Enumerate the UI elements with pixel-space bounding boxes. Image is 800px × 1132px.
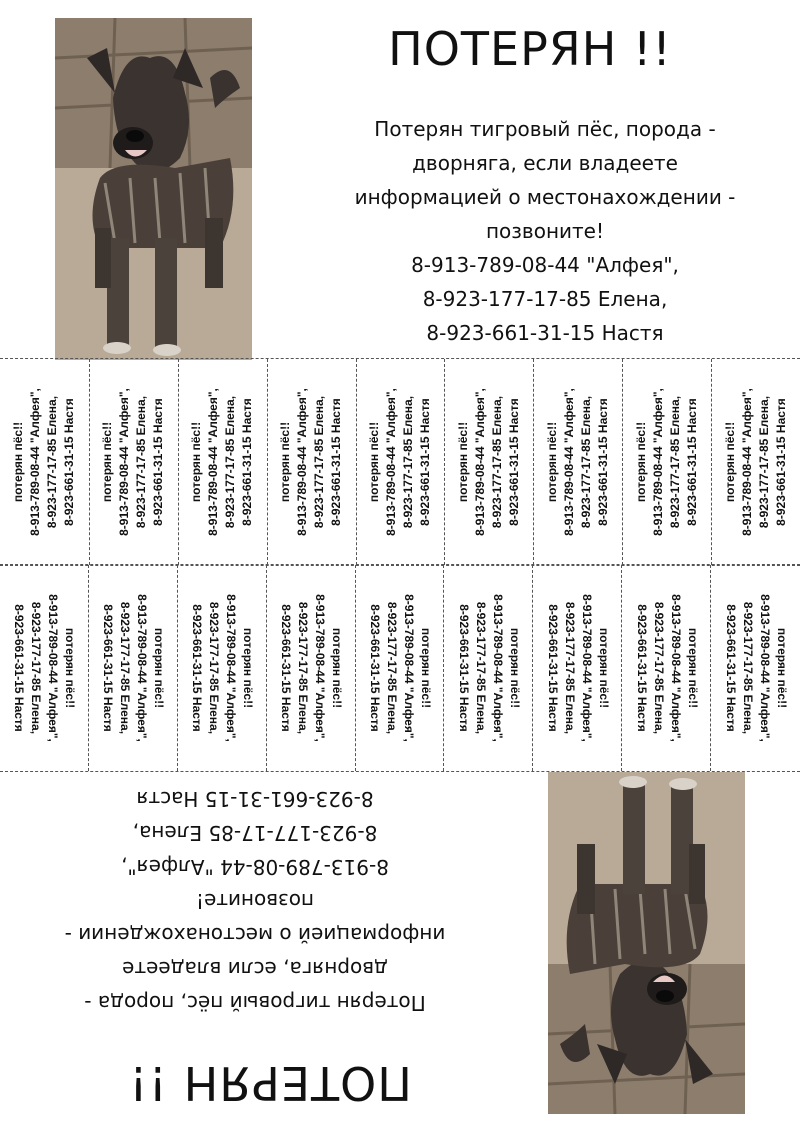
tab-phone-line: 8-923-177-17-85 Елена, [207, 601, 222, 735]
description-line: позвоните! [485, 219, 605, 243]
tear-off-tab-text [277, 573, 345, 763]
tab-phone-line: 8-923-177-17-85 Елена, [578, 395, 593, 529]
tear-off-tab-text [188, 573, 256, 763]
phone-alfeya: 8-913-789-08-44 "Алфея", [121, 855, 389, 879]
tear-off-tab-text [99, 573, 167, 763]
tear-off-tab-text [455, 573, 523, 763]
tear-off-tab[interactable] [532, 565, 622, 771]
tab-phone-line: 8-923-177-17-85 Елена, [651, 601, 666, 735]
tab-phone-line: 8-913-789-08-44 "Алфея", [668, 594, 683, 742]
tab-phone-line: 8-923-661-31-15 Настя [456, 604, 471, 732]
tab-phone-line: 8-923-177-17-85 Елена, [312, 395, 327, 529]
tab-phone-line: 8-923-661-31-15 Настя [417, 398, 432, 526]
tab-heading: потерян пёс!! [189, 421, 204, 503]
tab-heading: потерян пёс!! [596, 627, 611, 709]
tab-phone-line: 8-923-661-31-15 Настя [723, 604, 738, 732]
tab-phone-line: 8-923-177-17-85 Елена, [756, 395, 771, 529]
tab-phone-line: 8-923-177-17-85 Елена, [134, 395, 149, 529]
tab-heading: потерян пёс!! [455, 421, 470, 503]
tab-phone-line: 8-913-789-08-44 "Алфея", [757, 594, 772, 742]
tear-off-tab-text [544, 573, 612, 763]
tab-heading: потерян пёс!! [63, 627, 78, 709]
phone-nastya: 8-923-661-31-15 Настя [426, 321, 664, 345]
tab-phone-line: 8-923-661-31-15 Настя [190, 604, 205, 732]
description-line: дворняга, если владеете [412, 151, 678, 175]
tear-off-tab-text [366, 573, 434, 763]
tab-phone-line: 8-913-789-08-44 "Алфея", [224, 594, 239, 742]
tab-phone-line: 8-913-789-08-44 "Алфея", [402, 594, 417, 742]
tab-phone-line: 8-923-177-17-85 Елена, [489, 395, 504, 529]
tab-phone-line: 8-923-661-31-15 Настя [101, 604, 116, 732]
tab-phone-line: 8-913-789-08-44 "Алфея", [650, 388, 665, 536]
tab-phone-line: 8-923-177-17-85 Елена, [473, 601, 488, 735]
tear-off-row-bottom [0, 564, 800, 772]
tab-heading: потерян пёс!! [278, 421, 293, 503]
tab-phone-line: 8-913-789-08-44 "Алфея", [46, 594, 61, 742]
tab-phone-line: 8-913-789-08-44 "Алфея", [561, 388, 576, 536]
tear-off-tab[interactable] [710, 565, 800, 771]
tear-off-tab-text [722, 367, 790, 557]
tear-off-tab[interactable] [178, 359, 268, 565]
tab-phone-line: 8-923-177-17-85 Елена, [223, 395, 238, 529]
tab-phone-line: 8-923-177-17-85 Елена, [118, 601, 133, 735]
tab-phone-line: 8-923-177-17-85 Елена, [740, 601, 755, 735]
tab-phone-line: 8-923-177-17-85 Елена, [400, 395, 415, 529]
tear-off-tab-text [99, 367, 167, 557]
tear-off-tab[interactable] [0, 565, 89, 771]
flyer-description [30, 782, 480, 1020]
phone-elena: 8-923-177-17-85 Елена, [132, 821, 378, 845]
tab-heading: потерян пёс!! [152, 627, 167, 709]
tab-phone-line: 8-913-789-08-44 "Алфея", [579, 594, 594, 742]
tear-off-tab[interactable] [621, 565, 711, 771]
flyer-title: ПОТЕРЯН !! [128, 1056, 412, 1110]
flyer-description [320, 112, 770, 350]
tab-phone-line: 8-913-789-08-44 "Алфея", [117, 388, 132, 536]
tab-heading: потерян пёс!! [722, 421, 737, 503]
tab-phone-line: 8-923-177-17-85 Елена, [667, 395, 682, 529]
description-line: позвоните! [195, 889, 315, 913]
tab-heading: потерян пёс!! [366, 421, 381, 503]
tear-off-tab-text [455, 367, 523, 557]
tab-phone-line: 8-923-661-31-15 Настя [684, 398, 699, 526]
tab-heading: потерян пёс!! [685, 627, 700, 709]
tab-heading: потерян пёс!! [774, 627, 789, 709]
tear-off-tab[interactable] [88, 565, 178, 771]
tear-off-tab-text [633, 367, 701, 557]
description-line: информацией о местонахождении - [64, 923, 446, 947]
tab-phone-line: 8-913-789-08-44 "Алфея", [295, 388, 310, 536]
tear-off-tab-text [366, 367, 434, 557]
tab-phone-line: 8-923-661-31-15 Настя [595, 398, 610, 526]
description-line: Потерян тигровый пёс, порода - [84, 991, 426, 1015]
dog-photo [548, 772, 745, 1114]
tear-off-tab-text [633, 573, 701, 763]
tear-off-tab-text [10, 367, 78, 557]
flyer-bottom [0, 772, 800, 1132]
tear-off-tab[interactable] [444, 359, 534, 565]
tear-off-tab[interactable] [0, 359, 90, 565]
tab-phone-line: 8-923-177-17-85 Елена, [45, 395, 60, 529]
tab-heading: потерян пёс!! [507, 627, 522, 709]
tear-off-tab[interactable] [443, 565, 533, 771]
tab-phone-line: 8-923-661-31-15 Настя [634, 604, 649, 732]
tab-phone-line: 8-923-661-31-15 Настя [12, 604, 27, 732]
tab-heading: потерян пёс!! [419, 627, 434, 709]
tab-phone-line: 8-923-177-17-85 Елена, [29, 601, 44, 735]
tab-phone-line: 8-923-661-31-15 Настя [545, 604, 560, 732]
tear-off-tab[interactable] [533, 359, 623, 565]
dog-photo [55, 18, 252, 360]
description-line: Потерян тигровый пёс, порода - [374, 117, 716, 141]
tab-heading: потерян пёс!! [241, 627, 256, 709]
tear-off-tab[interactable] [267, 359, 357, 565]
description-line: информацией о местонахождении - [354, 185, 736, 209]
tab-phone-line: 8-923-177-17-85 Елена, [385, 601, 400, 735]
tab-heading: потерян пёс!! [11, 421, 26, 503]
tab-heading: потерян пёс!! [544, 421, 559, 503]
tab-phone-line: 8-923-661-31-15 Настя [151, 398, 166, 526]
tab-phone-line: 8-923-177-17-85 Елена, [296, 601, 311, 735]
tab-phone-line: 8-923-661-31-15 Настя [62, 398, 77, 526]
tab-phone-line: 8-913-789-08-44 "Алфея", [739, 388, 754, 536]
tab-phone-line: 8-923-661-31-15 Настя [329, 398, 344, 526]
tear-off-tab[interactable] [356, 359, 446, 565]
tab-phone-line: 8-923-661-31-15 Настя [506, 398, 521, 526]
tab-phone-line: 8-913-789-08-44 "Алфея", [206, 388, 221, 536]
tab-phone-line: 8-923-661-31-15 Настя [368, 604, 383, 732]
tear-off-tab[interactable] [711, 359, 800, 565]
tab-phone-line: 8-913-789-08-44 "Алфея", [28, 388, 43, 536]
tear-off-tab[interactable] [355, 565, 445, 771]
phone-elena: 8-923-177-17-85 Елена, [422, 287, 668, 311]
tab-phone-line: 8-913-789-08-44 "Алфея", [490, 594, 505, 742]
tear-off-row-top [0, 358, 800, 566]
tab-phone-line: 8-923-661-31-15 Настя [240, 398, 255, 526]
tear-off-tab[interactable] [177, 565, 267, 771]
tab-heading: потерян пёс!! [100, 421, 115, 503]
tear-off-tab-text [544, 367, 612, 557]
tear-off-tab-text [188, 367, 256, 557]
tear-off-tab-text [10, 573, 78, 763]
tab-phone-line: 8-923-177-17-85 Елена, [562, 601, 577, 735]
tear-off-tab[interactable] [89, 359, 179, 565]
tab-heading: потерян пёс!! [633, 421, 648, 503]
tab-phone-line: 8-923-661-31-15 Настя [279, 604, 294, 732]
tab-phone-line: 8-913-789-08-44 "Алфея", [135, 594, 150, 742]
phone-alfeya: 8-913-789-08-44 "Алфея", [411, 253, 679, 277]
phone-nastya: 8-923-661-31-15 Настя [136, 787, 374, 811]
tear-off-tab-text [722, 573, 790, 763]
flyer-top [0, 0, 800, 360]
tab-phone-line: 8-913-789-08-44 "Алфея", [313, 594, 328, 742]
tear-off-tab[interactable] [622, 359, 712, 565]
tab-phone-line: 8-913-789-08-44 "Алфея", [472, 388, 487, 536]
tab-phone-line: 8-923-661-31-15 Настя [773, 398, 788, 526]
tear-off-tab-text [277, 367, 345, 557]
tab-heading: потерян пёс!! [330, 627, 345, 709]
description-line: дворняга, если владеете [122, 957, 388, 981]
tear-off-tab[interactable] [266, 565, 356, 771]
tab-phone-line: 8-913-789-08-44 "Алфея", [383, 388, 398, 536]
flyer-title: ПОТЕРЯН !! [388, 22, 672, 76]
